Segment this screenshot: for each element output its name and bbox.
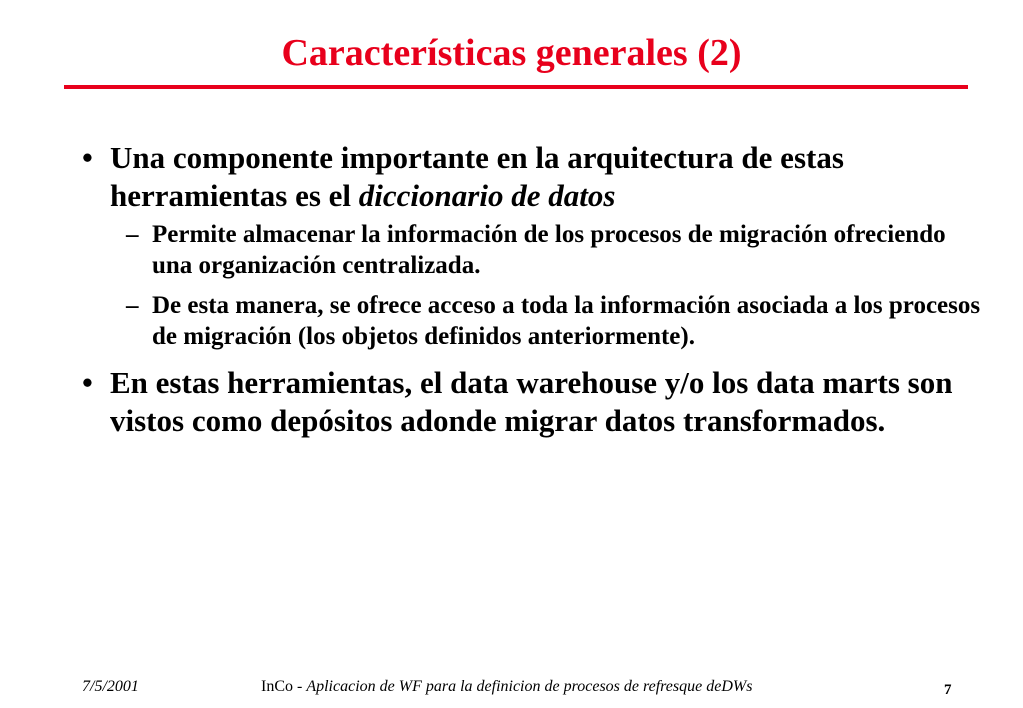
dash-marker: – — [126, 292, 139, 319]
sub-bullet-text: De esta manera, se ofrece acceso a toda la información asociada a los procesos de migración (los objetos definidos anteriormente). — [152, 292, 981, 350]
bullet-item — [82, 139, 982, 215]
title-divider — [64, 85, 968, 89]
footer-org: InCo - — [261, 678, 307, 695]
dash-marker: – — [126, 221, 139, 248]
page-number: 7 — [944, 682, 952, 698]
footer-caption — [261, 678, 752, 696]
bullet-marker: • — [82, 140, 93, 175]
footer-date: 7/5/2001 — [82, 678, 139, 695]
sub-bullet-item — [126, 219, 982, 281]
slide-body — [82, 139, 982, 444]
bullet-text: Una componente importante en la arquitectura de estas herramientas es el — [110, 140, 844, 213]
footer-caption-text: Aplicacion de WF para la definicion de procesos de refresque deDWs — [306, 678, 753, 695]
slide-title: Características generales (2) — [281, 32, 742, 74]
bullet-marker: • — [82, 365, 93, 400]
sub-bullet-item — [126, 290, 982, 352]
sub-bullet-text: Permite almacenar la información de los procesos de migración ofreciendo una organización centralizada. — [152, 221, 946, 279]
bullet-text: En estas herramientas, el data warehouse y/o los data marts son vistos como depósitos adonde migrar datos transformados. — [110, 365, 953, 438]
bullet-item — [82, 364, 982, 440]
bullet-emphasis: diccionario de datos — [358, 178, 616, 213]
